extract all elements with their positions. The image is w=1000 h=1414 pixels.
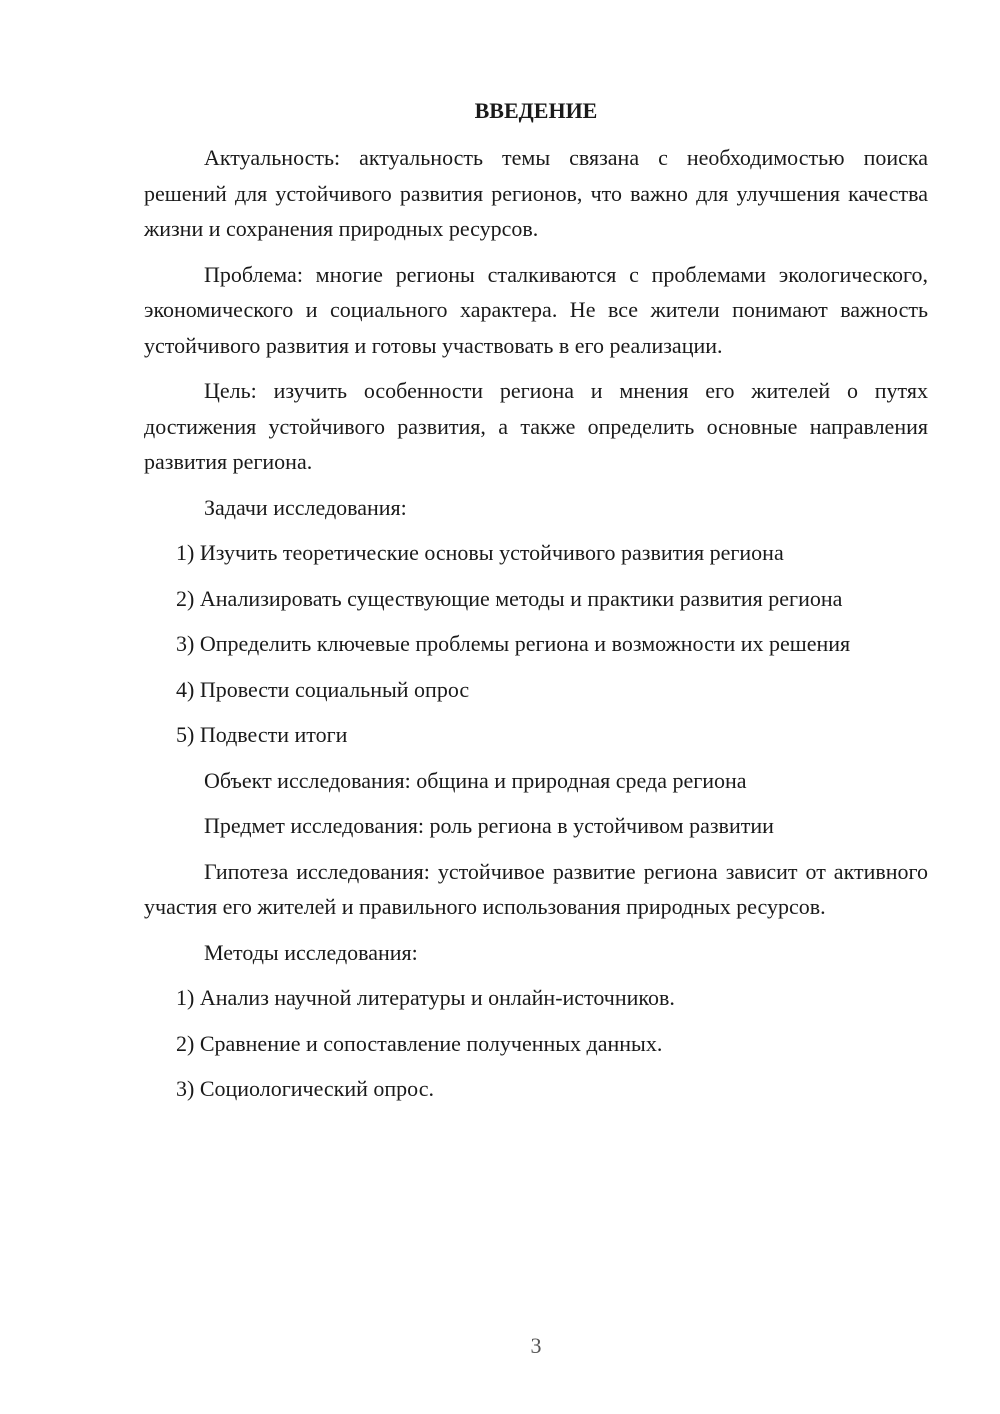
task-item-5: 5) Подвести итоги bbox=[176, 722, 348, 747]
paragraph-goal: Цель: изучить особенности региона и мнения его жителей о путях достижения устойчивого развития, а также определить основные направления развития региона. bbox=[144, 378, 928, 474]
paragraph-problem: Проблема: многие регионы сталкиваются с проблемами экологического, экономического и социального характера. Не все жители понимают важность устойчивого развития и готовы участвовать в его реализации. bbox=[144, 261, 928, 358]
document-page bbox=[144, 96, 928, 1117]
task-item-4: 4) Провести социальный опрос bbox=[176, 676, 470, 702]
task-item-3: 3) Определить ключевые проблемы региона и возможности их решения bbox=[176, 631, 851, 656]
paragraph-object: Объект исследования: община и природная среда региона bbox=[204, 767, 747, 793]
method-item-3: 3) Социологический опрос. bbox=[176, 1076, 434, 1101]
paragraph-subject: Предмет исследования: роль региона в устойчивом развитии bbox=[204, 813, 774, 838]
method-item-1: 1) Анализ научной литературы и онлайн-источников. bbox=[176, 985, 675, 1010]
task-item-2: 2) Анализировать существующие методы и практики развития региона bbox=[176, 585, 843, 611]
paragraph-hypothesis: Гипотеза исследования: устойчивое развитие региона зависит от активного участия его жителей и правильного использования природных ресурсов. bbox=[144, 858, 928, 919]
paragraph-relevance: Актуальность: актуальность темы связана с необходимостью поиска решений для устойчивого развития регионов, что важно для улучшения качества жизни и сохранения природных ресурсов. bbox=[144, 145, 928, 241]
page-number: 3 bbox=[530, 1333, 542, 1358]
tasks-heading: Задачи исследования: bbox=[204, 494, 407, 520]
task-item-1: 1) Изучить теоретические основы устойчивого развития региона bbox=[176, 540, 784, 565]
method-item-2: 2) Сравнение и сопоставление полученных данных. bbox=[176, 1030, 663, 1056]
page-title: ВВЕДЕНИЕ bbox=[474, 98, 598, 123]
methods-heading: Методы исследования: bbox=[204, 939, 418, 965]
